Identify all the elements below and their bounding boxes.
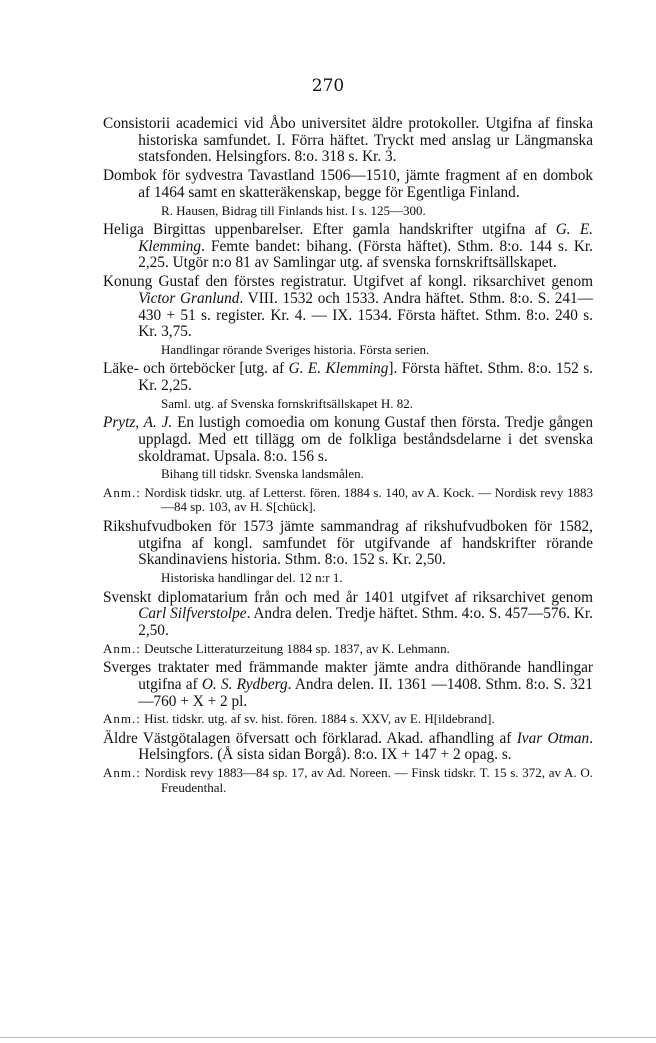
page-bottom-edge [0,1037,656,1038]
entry-annotation: Anm.: Deutsche Litteraturzeitung 1884 sp. 1837, av K. Lehmann. [103,640,450,656]
entry-diplomatarium: Svenskt diplomatarium från och med år 1401 utgifvet af riksarchivet genom Carl Silfverstolpe. Andra delen. Tredje häftet. Sthm. 4:o. S. 457—576. Kr. 2,50. [103,588,593,639]
entry-note: Saml. utg. af Svenska fornskriftsällskapet H. 82. [161,395,414,411]
editor-name: G. E. Klemming [138,221,593,255]
entry-traktater: Sverges traktater med främmande makter jämte andra dithörande handlingar utgifna af O. S. Rydberg. Andra delen. II. 1361 —1408. Sthm. 8:o. S. 321—760 + X + 2 pl. [103,659,593,710]
entry-lakebocker: Läke- och örteböcker [utg. af G. E. Klemming]. Första häftet. Sthm. 8:o. 152 s. Kr. 2,25. [103,360,594,395]
editor-name: O. S. Rydberg [201,675,288,693]
annotation-label: Anm.: [103,765,141,781]
annotation-label: Anm.: [103,711,141,727]
entry-note: Handlingar rörande Sveriges historia. Första serien. [161,341,430,357]
page-number: 270 [311,76,345,96]
author-name: Ivar Otman [516,729,590,747]
entry-dombok: Dombok för sydvestra Tavastland 1506—1510, jämte fragment af en dombok af 1464 samt en skatteräkenskap, begge för Egentliga Finland. [103,167,593,201]
editor-name: Carl Silfverstolpe [138,605,247,623]
entry-gustaf-registratur: Konung Gustaf den förstes registratur. Utgifvet af kongl. riksarchivet genom Victor Granlund. VIII. 1532 och 1533. Andra häftet. Sthm. 8:o. S. 241—430 + 51 s. register. Kr. 4. — IX. 1534. Första häftet. Sthm. 8:o. 240 s. Kr. 3,75. [103,273,593,341]
entry-annotation: Anm.: Nordisk tidskr. utg. af Letterst. fören. 1884 s. 140, av A. Kock. — Nordisk revy 1883—84 sp. 103, av H. S[chück]. [103,484,594,515]
entry-rikshufvudboken: Rikshufvudboken för 1573 jämte sammandrag af rikshufvudboken för 1582, utgifna af kongl. samfundet för utgifvande af handskrifter rörande Skandinaviens historia. Sthm. 8:o. 152 s. Kr. 2,50. [103,517,593,569]
entry-note: Historiska handlingar del. 12 n:r 1. [161,570,343,586]
annotation-label: Anm.: [103,640,141,656]
entry-note: R. Hausen, Bidrag till Finlands hist. I s. 125—300. [161,202,426,218]
entry-annotation: Anm.: Hist. tidskr. utg. af sv. hist. fören. 1884 s. XXV, av E. H[ildebrand]. [103,711,495,727]
bibliography-list [103,116,593,799]
entry-consistorii: Consistorii academici vid Åbo universitet äldre protokoller. Utgifna af finska historiska samfundet. I. Förra häftet. Tryckt med anslag ur Längmanska statsfonden. Helsingfors. 8:o. 318 s. Kr. 3. [103,115,593,166]
editor-name: Victor Granlund [138,289,240,307]
entry-vastgotalagen: Äldre Västgötalagen öfversatt och förklarad. Akad. afhandling af Ivar Otman. Helsingfors. (Å sista sidan Borgå). 8:o. IX + 147 + 2 opag. s. [103,729,594,764]
editor-name: G. E. Klemming [288,360,389,378]
annotation-label: Anm.: [103,484,141,500]
entry-prytz: Prytz, A. J. En lustigh comoedia om konung Gustaf then första. Tredje gången upplagd. Med ett tillägg om de folkliga beståndsdelarne i det svenska skoldramat. Upsala. 8:o. 156 s. [103,414,593,465]
entry-annotation: Anm.: Nordisk revy 1883—84 sp. 17, av Ad. Noreen. — Finsk tidskr. T. 15 s. 372, av A. O. Freudenthal. [103,765,594,795]
author-name: Prytz, A. J. [103,414,173,432]
entry-note: Bihang till tidskr. Svenska landsmålen. [161,466,364,482]
entry-birgitta: Heliga Birgittas uppenbarelser. Efter gamla handskrifter utgifna af G. E. Klemming. Femte bandet: bihang. (Första häftet). Sthm. 8:o. 144 s. Kr. 2,25. Utgör n:o 81 av Samlingar utg. af svenska fornskriftsällskapet. [103,221,593,272]
